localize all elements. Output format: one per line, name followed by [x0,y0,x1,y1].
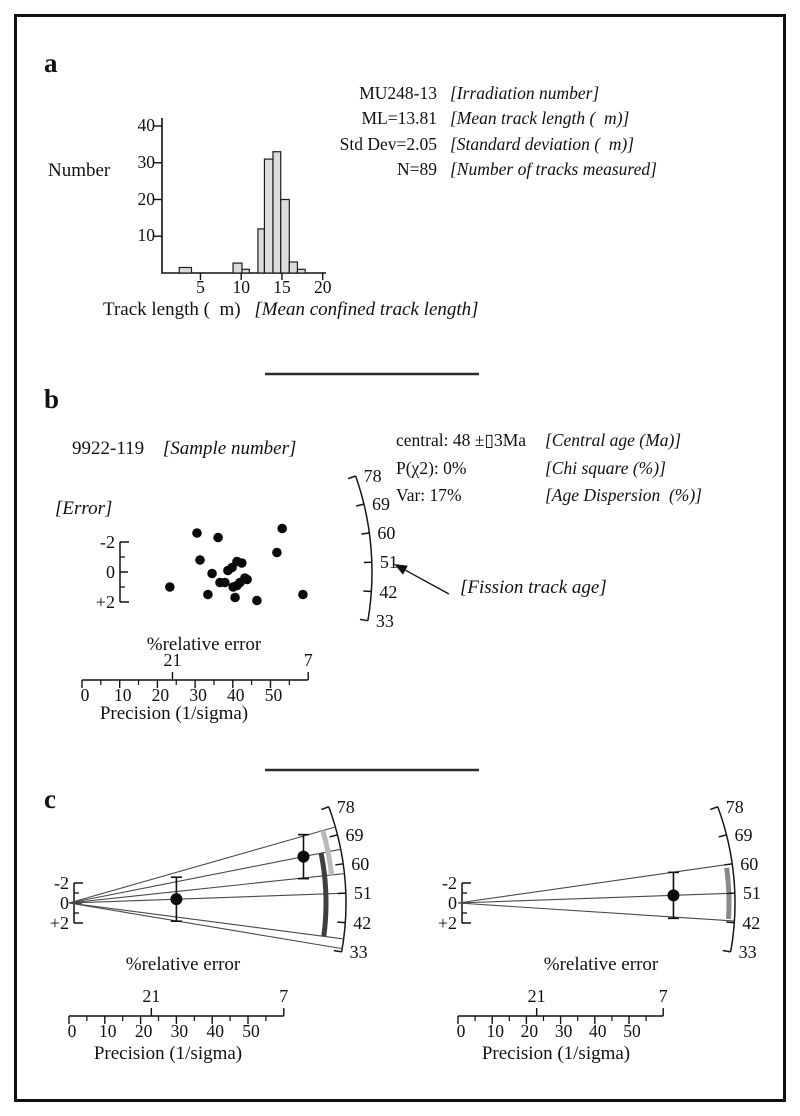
hist-x-tick-label: 20 [313,277,332,297]
precision-tick-label: 40 [206,1021,224,1041]
hist-stat-note: [Mean track length ( m)] [450,108,630,129]
scatter-point [237,558,247,568]
radial-age-tick-label: 60 [377,522,396,543]
precision-tick-label: 20 [134,1021,153,1041]
precision-tick-label: 20 [151,685,170,705]
scatter-point [272,548,282,558]
radial-age-tick-label: 33 [738,941,757,962]
scatter-point [252,596,262,606]
hist-x-axis-note: [Mean confined track length] [254,299,479,320]
radial-age-tick-label: 42 [353,912,372,933]
precision-tick-label: 50 [242,1021,260,1041]
hist-x-tick-label: 15 [273,277,291,297]
fan-ray [69,903,343,939]
precision-axis-title: Precision (1/sigma) [93,1043,243,1064]
radial-age-tick-label: 51 [379,552,398,573]
relative-error-tick-label: 21 [527,986,546,1006]
ci-point [297,851,309,863]
scatter-point [195,555,205,565]
hist-y-tick-label: 10 [137,225,155,246]
hist-stat-value: ML=13.81 [361,108,437,129]
radial-age-tick-label: 42 [379,581,398,602]
histogram-axes [162,118,326,273]
scatter-point [242,575,252,585]
precision-tick-label: 40 [589,1021,607,1041]
scatter-point [203,590,213,600]
radial-age-tick [348,476,356,479]
radial-age-tick [360,619,368,620]
precision-tick-label: 30 [170,1021,189,1041]
hist-y-tick-label: 40 [137,115,155,136]
precision-axis-title: Precision (1/sigma) [481,1043,631,1064]
sample-number-note: [Sample number] [162,438,297,459]
radial-age-arc [356,476,372,621]
hist-stat-value: MU248-13 [359,83,437,103]
histogram-bar [289,262,297,273]
radial-age-tick [724,864,732,865]
histogram-bar [258,229,265,273]
radial-stat-note: [Central age (Ma)] [545,430,682,450]
error-axis-title: [Error] [55,498,113,519]
relative-error-axis-title: %relative error [146,634,262,655]
radial-age-tick [321,807,329,810]
relative-error-tick-label: 21 [142,986,161,1006]
scatter-point [277,524,287,534]
radial-age-tick [726,922,734,923]
radial-age-tick [723,950,731,951]
scatter-point [207,569,217,579]
relative-error-tick-label: 7 [279,986,289,1006]
radial-age-tick-label: 60 [740,853,759,874]
radial-age-tick [330,835,338,837]
hist-stat-note: [Irradiation number] [450,83,600,103]
precision-tick-label: 10 [99,1021,117,1041]
precision-tick-label: 0 [456,1021,466,1041]
radial-age-tick-label: 69 [371,494,390,515]
precision-tick-label: 40 [227,685,245,705]
error-scale-label: +2 [49,912,69,933]
scatter-point [192,528,202,538]
radial-age-tick-label: 78 [363,465,382,486]
panel-a-letter: a [44,48,58,78]
hist-x-tick-label: 10 [232,277,250,297]
precision-tick-label: 20 [520,1021,539,1041]
fan-ray [458,903,733,921]
histogram-bar [273,152,281,273]
histogram-bar [297,269,305,273]
error-scale-label: -2 [100,531,115,552]
panel-c-letter: c [44,784,56,814]
fan-ray [458,864,731,903]
radial-age-tick-label: 69 [345,824,364,845]
scatter-point [298,590,308,600]
radial-age-tick [334,950,342,951]
sample-id: 9922-119 [72,438,145,459]
hist-x-tick-label: 5 [196,277,205,297]
precision-tick-label: 10 [486,1021,504,1041]
sample-row [72,438,296,459]
precision-tick-label: 50 [623,1021,641,1041]
fan-ray [69,827,334,903]
fan-ray [458,893,734,903]
error-scale-label: +2 [437,912,457,933]
radial-age-tick [361,533,369,534]
radial-age-tick-label: 51 [353,883,372,904]
error-scale-label: 0 [60,892,69,913]
precision-axis-title: Precision (1/sigma) [99,703,249,724]
relative-error-axis-title: %relative error [543,954,659,975]
hist-y-axis-title: Number [48,160,111,181]
error-scale-label: 0 [448,892,457,913]
radial-age-tick-label: 78 [725,796,744,817]
scatter-point [227,563,237,573]
histogram-bar [242,269,249,273]
radial-stat-note: [Chi square (%)] [545,457,666,478]
radial-age-tick-label: 33 [375,610,394,631]
radial-age-tick-label: 51 [742,883,761,904]
radial-age-tick-label: 33 [349,941,368,962]
radial-age-tick-label: 69 [734,824,753,845]
histogram-bar [179,267,191,273]
hist-stat-value: N=89 [396,158,437,179]
precision-tick-label: 50 [264,685,283,705]
radial-age-tick [337,922,345,923]
radial-age-tick-label: 78 [336,796,355,817]
hist-y-tick-label: 30 [137,151,155,172]
hist-stat-note: [Number of tracks measured] [450,158,657,179]
error-scale-label: 0 [106,561,115,582]
histogram-bar [281,200,290,274]
histogram-bar [264,159,273,273]
error-scale-label: -2 [442,872,457,893]
histogram-bar [233,263,242,273]
radial-age-tick [363,591,371,592]
scatter-point [165,582,175,592]
scatter-point [230,593,240,603]
hist-stat-note: [Standard deviation ( m)] [450,133,635,154]
relative-error-tick-label: 7 [303,650,313,670]
radial-stat-value: P(χ2): 0% [396,457,467,478]
radial-age-tick-label: 42 [742,912,761,933]
radial-stat-value: Var: 17% [396,485,462,505]
fission-track-age-note: [Fission track age] [460,577,607,598]
relative-error-tick-label: 7 [658,986,668,1006]
fan-ray [69,903,341,949]
radial-age-tick-label: 60 [351,853,370,874]
hist-x-axis-title: Track length ( m) [103,299,241,320]
error-scale-label: -2 [54,872,69,893]
error-scale-label: +2 [95,591,115,612]
hist-y-tick-label: 20 [137,188,155,209]
annotation-arrow-line [405,570,449,594]
hist-x-axis-title-row [103,299,479,320]
panel-b-letter: b [44,384,60,414]
hist-stat-value: Std Dev=2.05 [339,133,437,154]
precision-tick-label: 0 [67,1021,77,1041]
precision-tick-label: 30 [189,685,207,705]
scatter-point [213,533,223,543]
radial-age-tick [719,835,727,837]
ci-point [667,889,679,901]
relative-error-tick-label: 21 [163,650,182,670]
radial-stat-value: central: 48 ±▯3Ma [396,430,527,450]
ci-point [170,893,182,905]
radial-stat-note: [Age Dispersion (%)] [545,485,702,505]
precision-tick-label: 0 [80,685,90,705]
radial-age-tick [335,864,343,865]
confidence-band [321,853,326,936]
precision-tick-label: 30 [554,1021,573,1041]
radial-age-tick [356,504,364,506]
relative-error-axis-title: %relative error [125,954,241,975]
precision-tick-label: 10 [113,685,132,705]
scatter-point [220,578,230,588]
radial-age-tick [710,807,718,810]
